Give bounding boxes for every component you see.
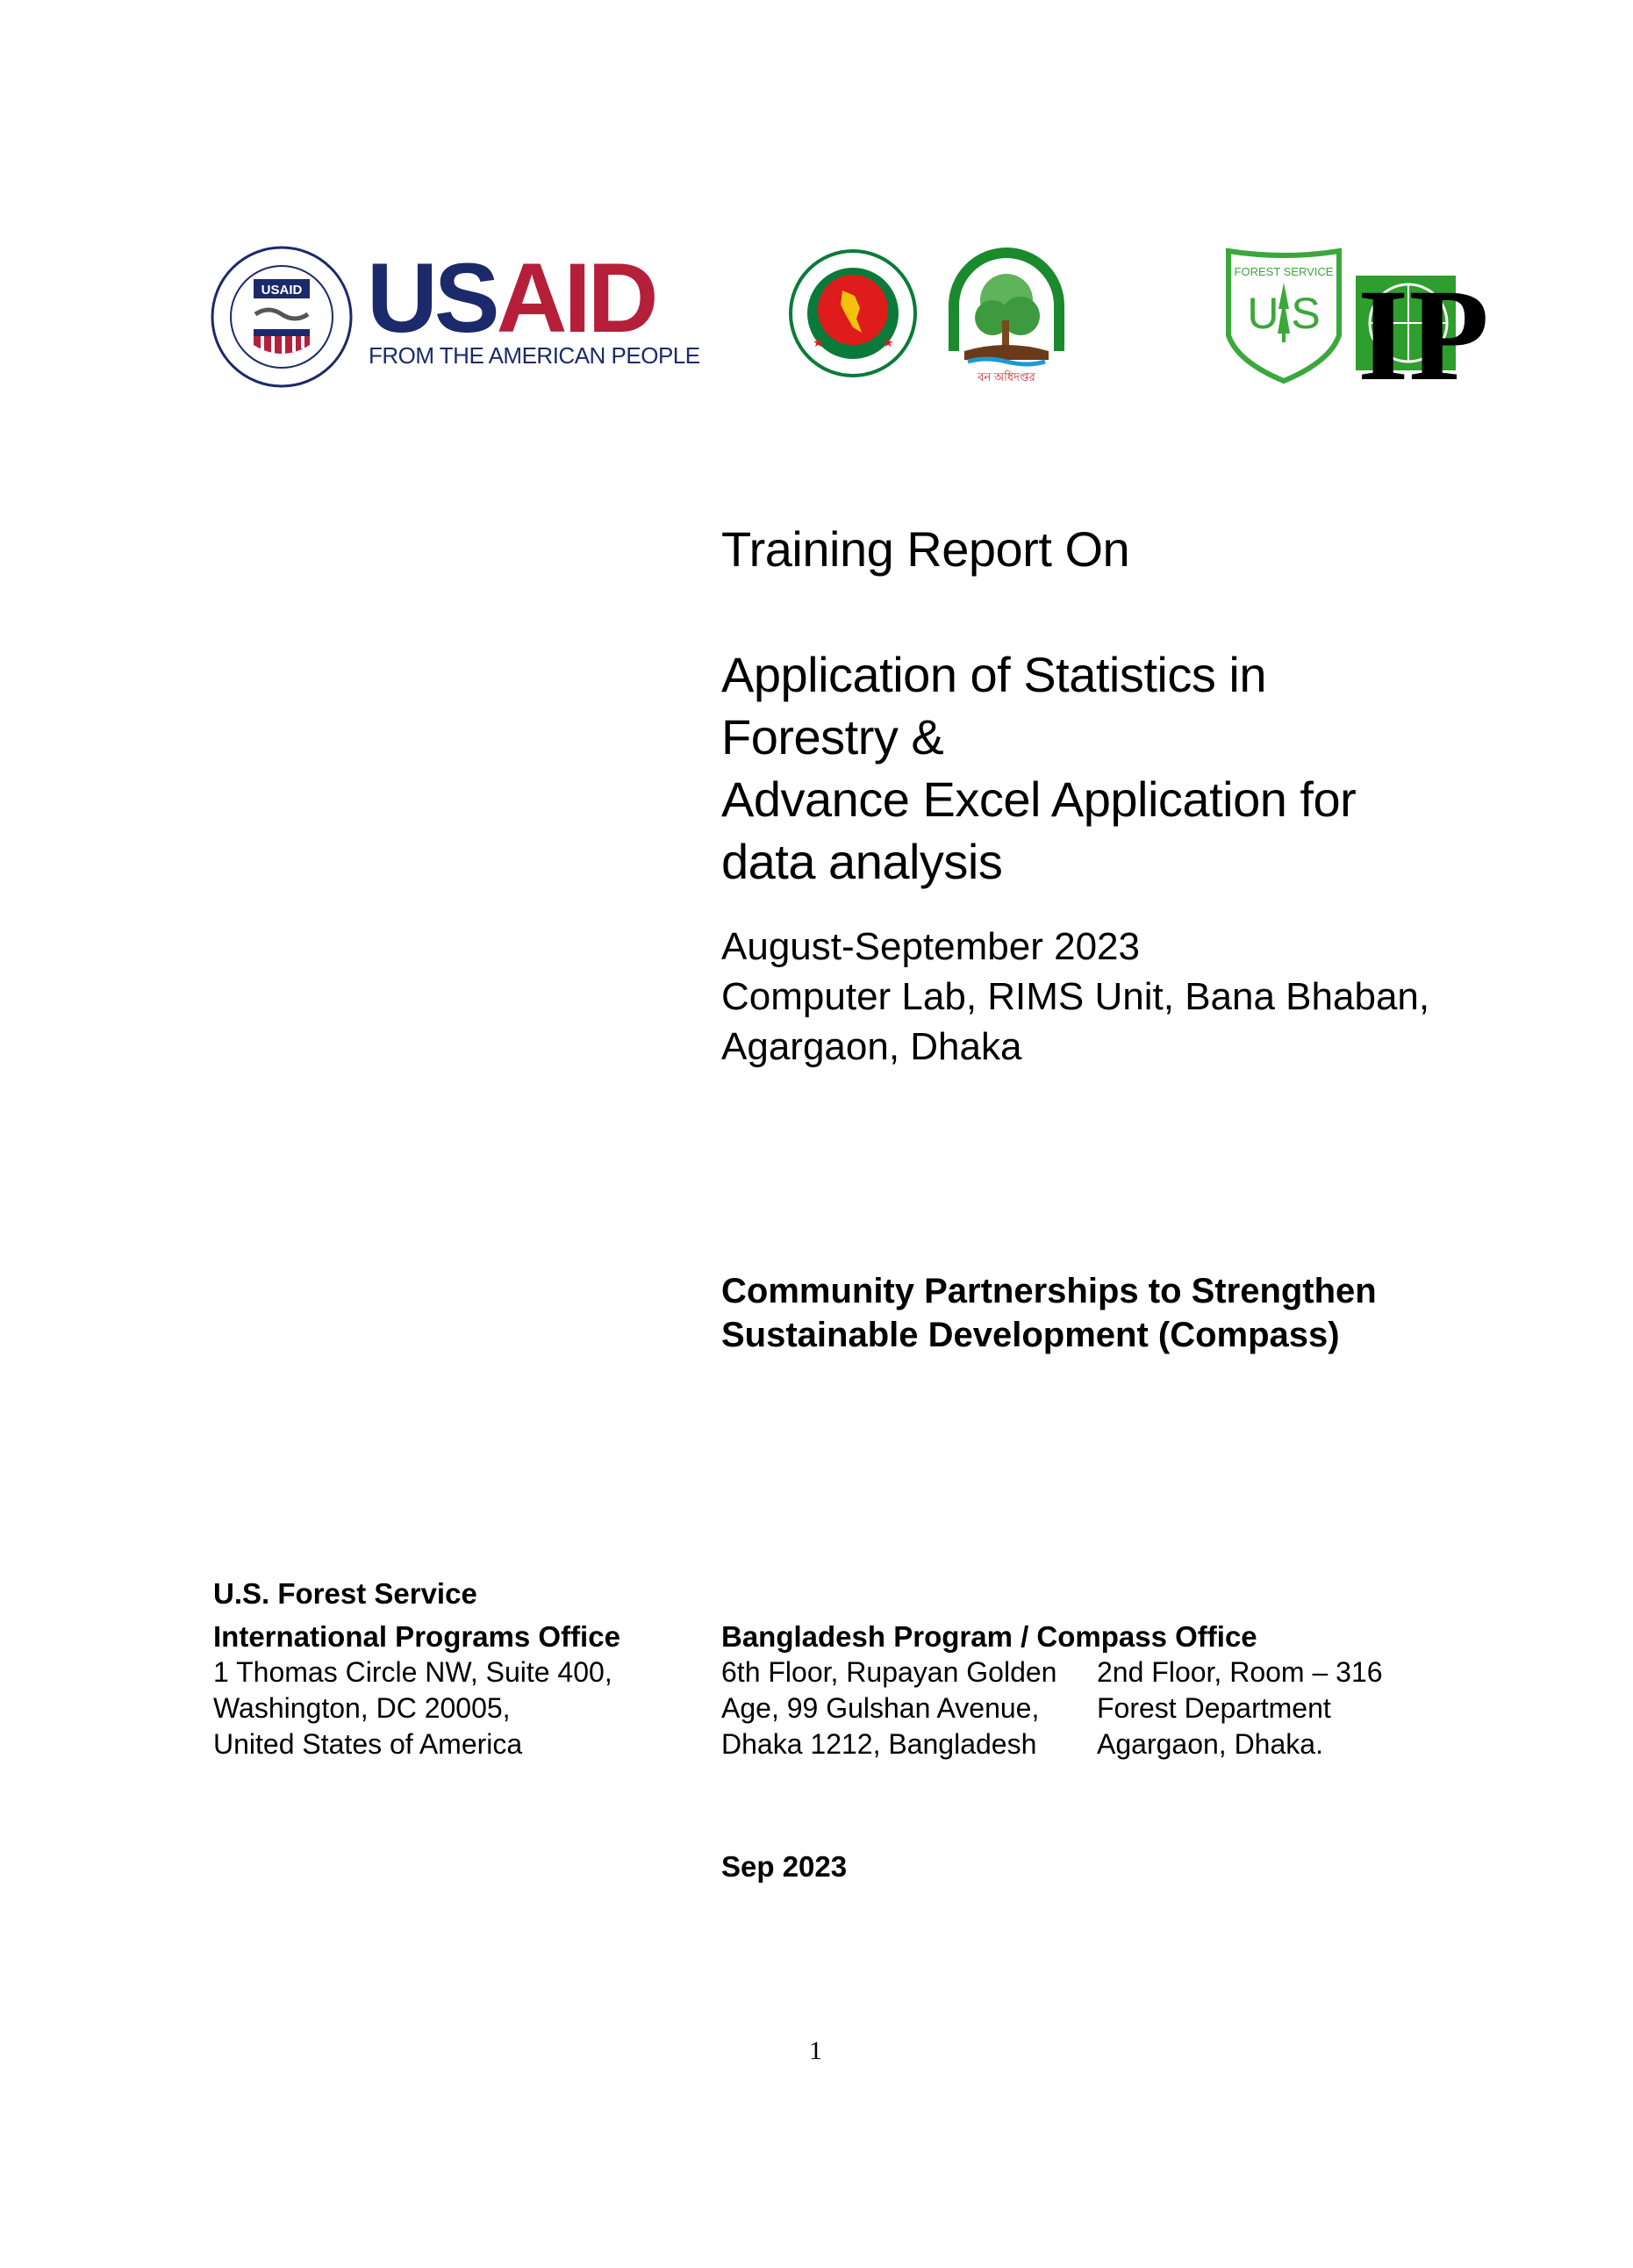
usfs-org-name: U.S. Forest Service	[213, 1577, 477, 1610]
bangladesh-government-seal-logo	[788, 248, 918, 378]
training-details	[721, 922, 1429, 1072]
program-line: Sustainable Development (Compass)	[721, 1316, 1340, 1354]
address-line: Agargaon, Dhaka.	[1097, 1728, 1323, 1760]
program-line: Community Partnerships to Strengthen	[721, 1272, 1377, 1310]
title-line: Forestry &	[721, 709, 944, 764]
page-number: 1	[809, 2036, 822, 2065]
address-line: Dhaka 1212, Bangladesh	[721, 1728, 1037, 1760]
training-date: August-September 2023	[721, 925, 1140, 968]
usfs-shield-logo	[1221, 244, 1346, 384]
svg-text:★: ★	[883, 335, 894, 349]
title-line: Application of Statistics in	[721, 647, 1266, 702]
address-line: Age, 99 Gulshan Avenue,	[721, 1692, 1040, 1724]
title-line: Advance Excel Application for	[721, 772, 1357, 827]
report-title	[721, 643, 1356, 893]
address-line: 6th Floor, Rupayan Golden	[721, 1656, 1057, 1688]
title-line: data analysis	[721, 834, 1003, 889]
report-heading: Training Report On	[721, 521, 1130, 577]
address-line: United States of America	[213, 1728, 523, 1760]
office-name: International Programs Office	[213, 1620, 620, 1653]
address-line: 1 Thomas Circle NW, Suite 400,	[213, 1656, 612, 1688]
svg-text:USAID: USAID	[261, 283, 303, 298]
address-line: Washington, DC 20005,	[213, 1692, 511, 1724]
svg-text:★: ★	[813, 335, 824, 349]
international-programs-logo	[1356, 256, 1489, 408]
svg-text:বন অধিদপ্তর: বন অধিদপ্তর	[978, 370, 1035, 384]
usaid-tagline: FROM THE AMERICAN PEOPLE	[369, 342, 700, 369]
office-name: Bangladesh Program / Compass Office	[721, 1620, 1257, 1653]
program-name	[721, 1269, 1377, 1357]
svg-text:IP: IP	[1357, 262, 1489, 408]
usaid-wordmark: USAID	[367, 243, 655, 353]
forest-department-logo	[947, 246, 1066, 386]
training-venue: Computer Lab, RIMS Unit, Bana Bhaban,	[721, 975, 1430, 1018]
address-line: Forest Department	[1097, 1692, 1331, 1724]
report-date: Sep 2023	[721, 1850, 848, 1883]
training-location: Agargaon, Dhaka	[721, 1025, 1022, 1068]
forest-department-address	[1097, 1654, 1383, 1762]
usfs-address	[213, 1618, 620, 1762]
address-line: 2nd Floor, Room – 316	[1097, 1656, 1383, 1688]
svg-text:FOREST SERVICE: FOREST SERVICE	[1234, 265, 1334, 278]
usaid-seal-logo	[210, 246, 354, 388]
svg-text:U S: U S	[1247, 289, 1321, 338]
